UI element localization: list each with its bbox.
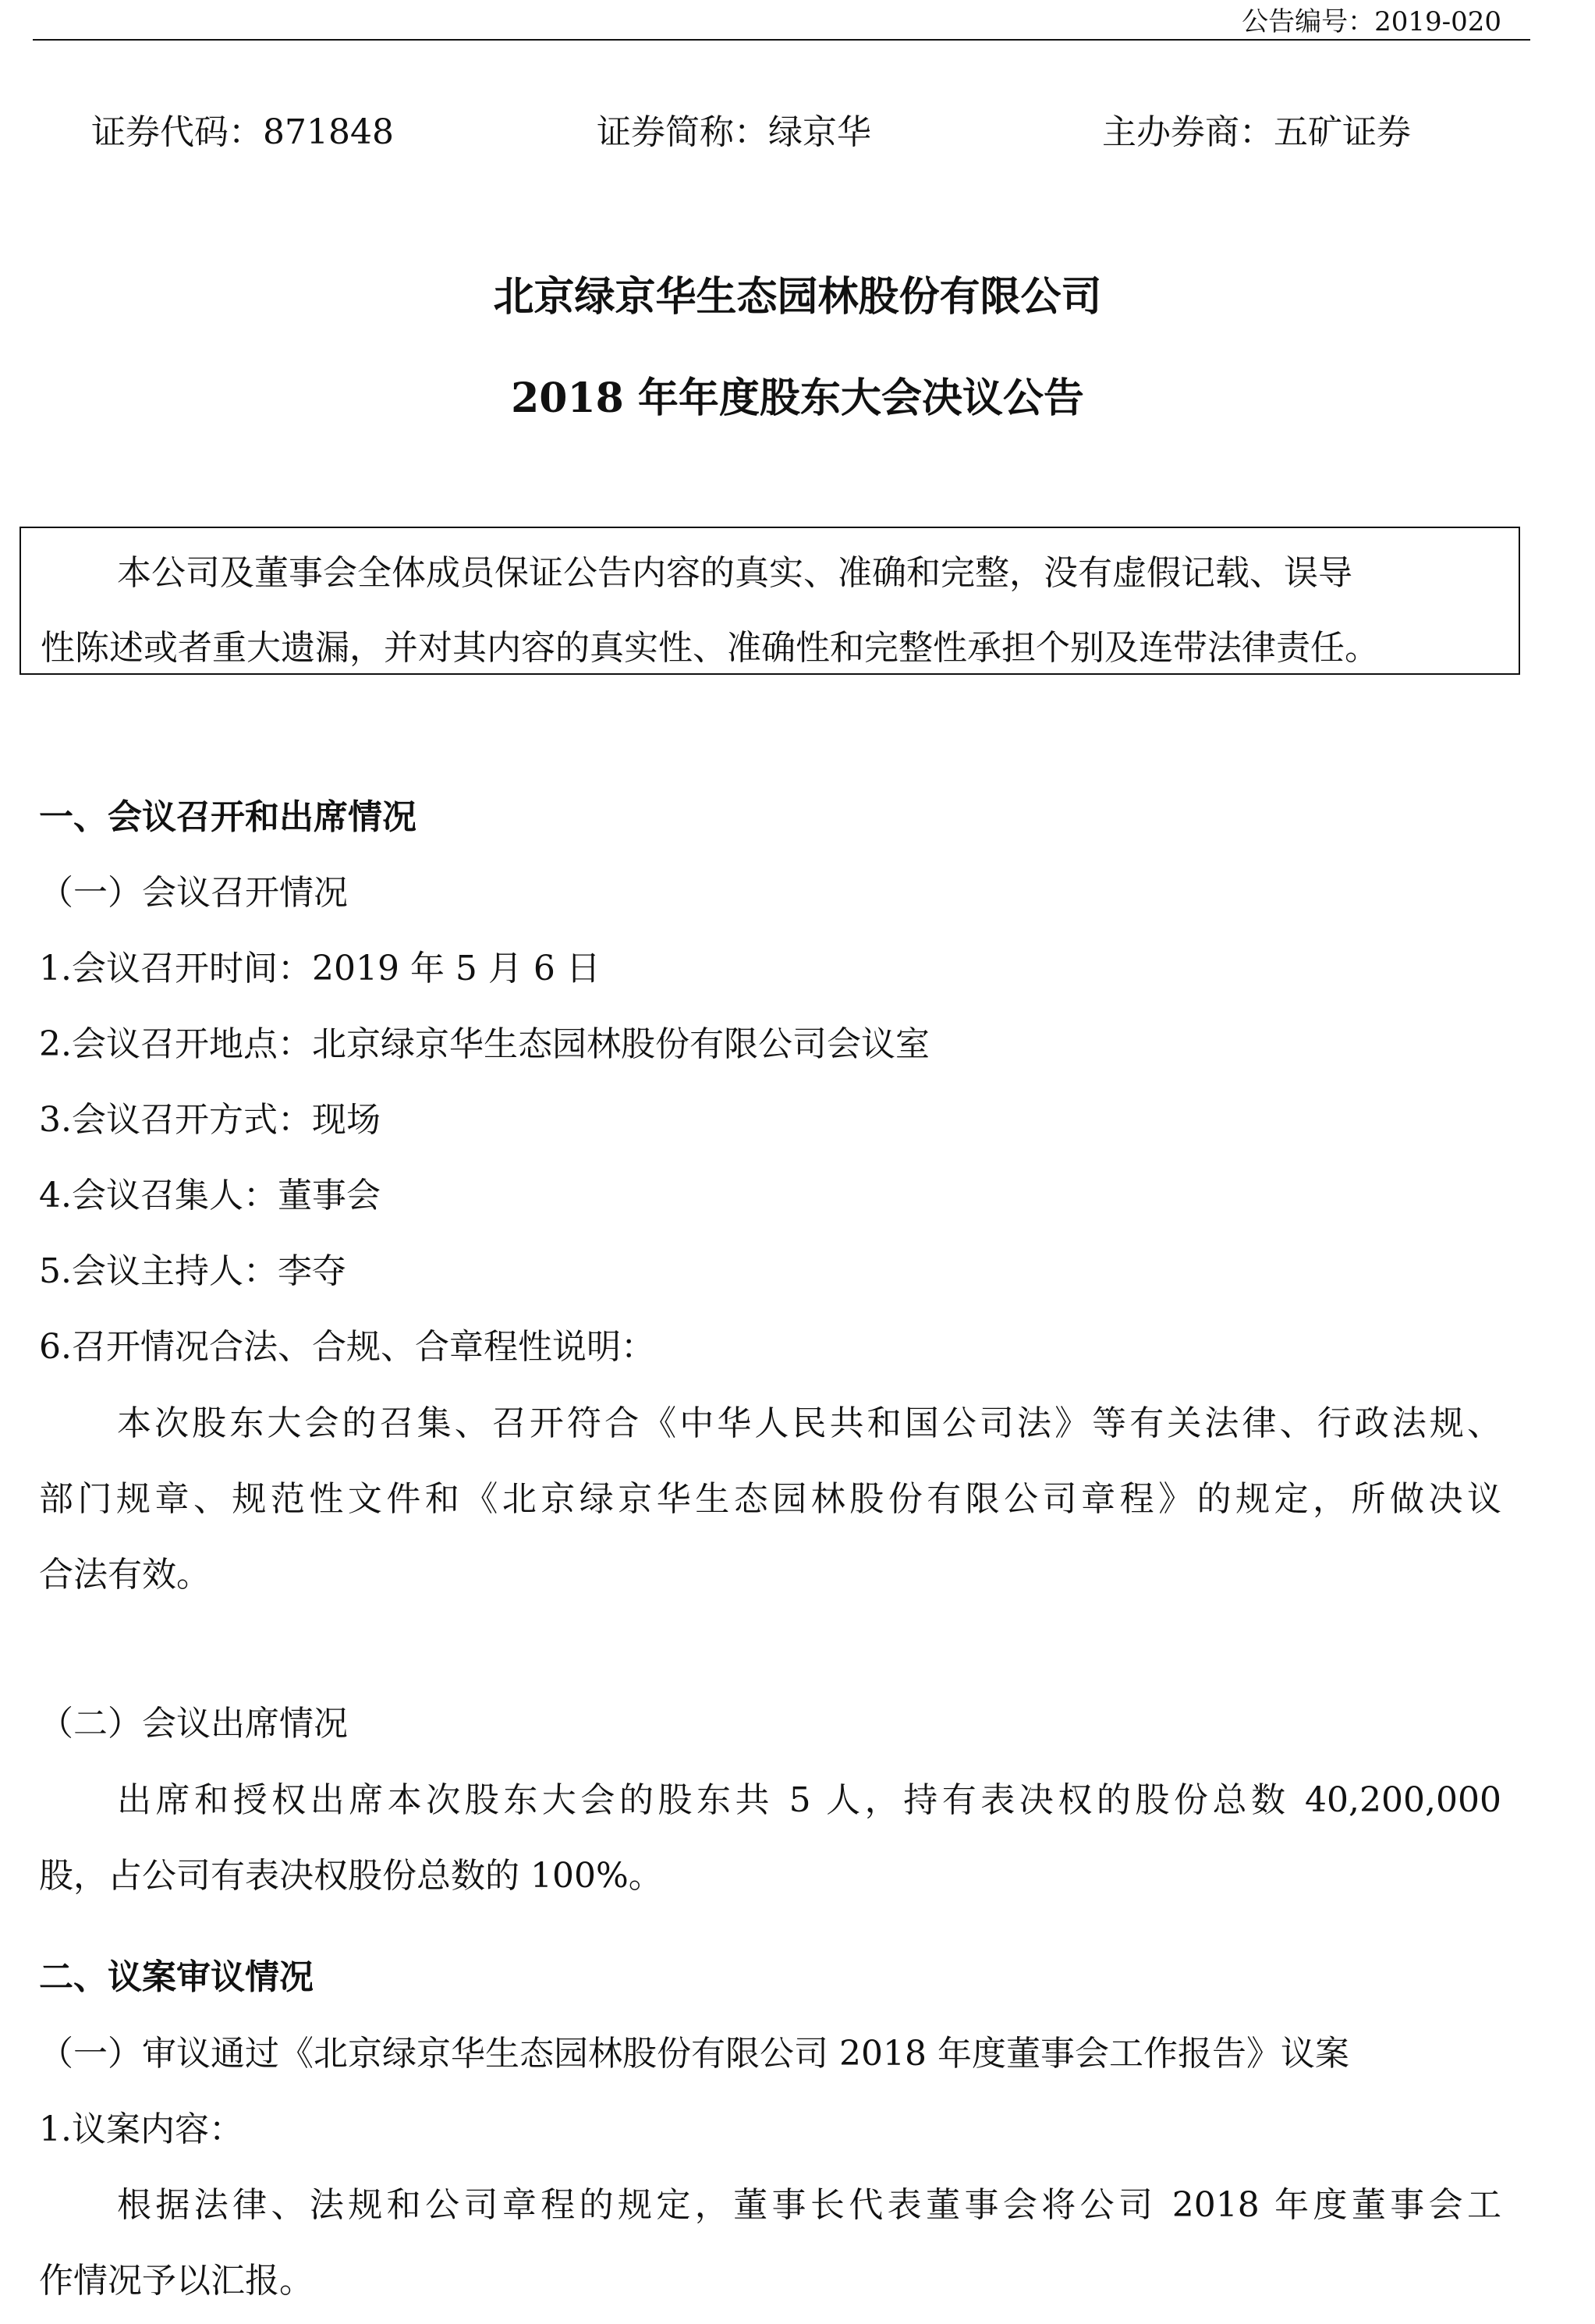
resolution-content-label: 1.议案内容： xyxy=(39,2109,243,2149)
statement-line: 本公司及董事会全体成员保证公告内容的真实、准确和完整，没有虚假记载、误导 xyxy=(117,553,1352,593)
resolution-title: （一）审议通过《北京绿京华生态园林股份有限公司 2018 年度董事会工作报告》议案 xyxy=(39,2034,1349,2074)
attendance-paragraph-line: 股，占公司有表决权股份总数的 100%。 xyxy=(39,1856,663,1896)
header-divider xyxy=(33,39,1530,41)
legality-paragraph-line: 部门规章、规范性文件和《北京绿京华生态园林股份有限公司章程》的规定，所做决议 xyxy=(39,1479,1501,1519)
document-title-announcement: 2018 年年度股东大会决议公告 xyxy=(511,374,1084,422)
security-abbreviation: 证券简称：绿京华 xyxy=(597,112,871,152)
legality-paragraph-line: 合法有效。 xyxy=(39,1555,211,1595)
meeting-chair: 5.会议主持人：李夺 xyxy=(39,1251,346,1291)
legality-paragraph-line: 本次股东大会的召集、召开符合《中华人民共和国公司法》等有关法律、行政法规、 xyxy=(117,1403,1501,1443)
meeting-time: 1.会议召开时间：2019 年 5 月 6 日 xyxy=(39,949,601,988)
announcement-number: 公告编号：2019-020 xyxy=(1242,6,1501,37)
board-statement-box xyxy=(19,527,1520,675)
section-heading-resolutions: 二、议案审议情况 xyxy=(39,1957,314,1997)
legality-heading: 6.召开情况合法、合规、合章程性说明： xyxy=(39,1327,655,1367)
document-title-company: 北京绿京华生态园林股份有限公司 xyxy=(493,273,1102,321)
meeting-convener: 4.会议召集人：董事会 xyxy=(39,1176,381,1215)
statement-line: 性陈述或者重大遗漏，并对其内容的真实性、准确性和完整性承担个别及连带法律责任。 xyxy=(41,628,1379,668)
subsection-heading-convening: （一）会议召开情况 xyxy=(39,873,348,913)
resolution-content-line: 作情况予以汇报。 xyxy=(39,2261,314,2301)
meeting-location: 2.会议召开地点：北京绿京华生态园林股份有限公司会议室 xyxy=(39,1024,930,1064)
security-code: 证券代码：871848 xyxy=(91,112,394,152)
attendance-paragraph-line: 出席和授权出席本次股东大会的股东共 5 人，持有表决权的股份总数 40,200,000 xyxy=(117,1780,1501,1820)
resolution-content-line: 根据法律、法规和公司章程的规定，董事长代表董事会将公司 2018 年度董事会工 xyxy=(117,2185,1501,2225)
sponsor-broker: 主办券商：五矿证券 xyxy=(1102,112,1411,152)
meeting-method: 3.会议召开方式：现场 xyxy=(39,1100,381,1140)
section-heading-meeting: 一、会议召开和出席情况 xyxy=(39,797,416,837)
subsection-heading-attendance: （二）会议出席情况 xyxy=(39,1704,348,1744)
